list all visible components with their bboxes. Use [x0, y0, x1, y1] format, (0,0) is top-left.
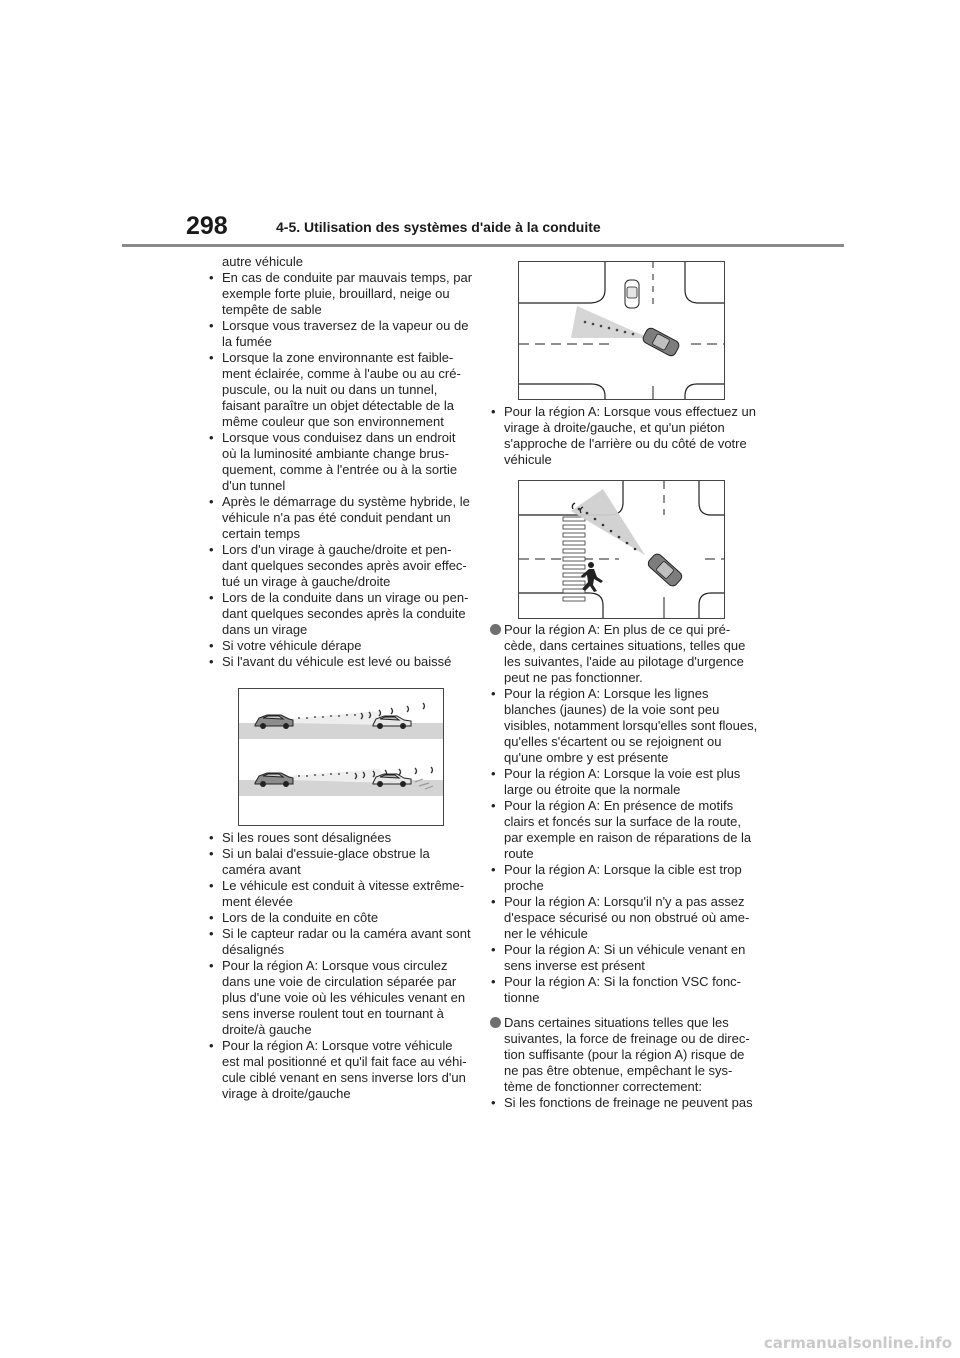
list-item: • Pour la région A: Lorsque les lignes blanches (jaunes) de la voie sont peu visibles, notamment lorsqu'elles sont floues, qu'elles s'écartent ou se rejoignent ou qu'une ombre y est présente [490, 686, 760, 766]
bullet-list-b [208, 830, 473, 1102]
note-1 [490, 622, 760, 686]
page-number: 298 [186, 212, 228, 240]
note-2-text: Dans certaines situations telles que les suivantes, la force de freinage ou de direc-tion suffisante (pour la région A) risque de ne pas être obtenue, empêchant le sys-tème de fonctionner correctement: [504, 1015, 750, 1094]
left-column [208, 254, 473, 670]
list-item: • Si les fonctions de freinage ne peuvent pas [490, 1095, 760, 1111]
list-item: • Si le capteur radar ou la caméra avant sont désalignés [208, 926, 473, 958]
list-item: • Pour la région A: Lorsque votre véhicule est mal positionné et qu'il fait face au véhi-cule ciblé venant en sens inverse lors d'un virage à droite/gauche [208, 1038, 473, 1102]
note-1-text: Pour la région A: En plus de ce qui pré-cède, dans certaines situations, telles que les suivantes, l'aide au pilotage d'urgence peut ne pas fonctionner. [504, 622, 746, 685]
list-item: • Si les roues sont désalignées [208, 830, 473, 846]
list-item: • Le véhicule est conduit à vitesse extrême-ment élevée [208, 878, 473, 910]
list-item: • Lors de la conduite dans un virage ou pen-dant quelques secondes après la conduite dans un virage [208, 590, 473, 638]
list-item: • Lorsque vous traversez de la vapeur ou de la fumée [208, 318, 473, 350]
list-item: • Pour la région A: En présence de motifs clairs et foncés sur la surface de la route, par exemple en raison de réparations de la route [490, 798, 760, 862]
note-2 [490, 1015, 760, 1095]
bullet-list-fig1 [490, 404, 760, 468]
footer-watermark: carmanualsonline.info [763, 1334, 952, 1352]
list-item: • Si un balai d'essuie-glace obstrue la caméra avant [208, 846, 473, 878]
bullet-list-d [490, 1095, 760, 1111]
list-item: • Pour la région A: Lorsque la voie est plus large ou étroite que la normale [490, 766, 760, 798]
list-item: • Pour la région A: Si un véhicule venant en sens inverse est présent [490, 942, 760, 974]
list-item: • Pour la région A: Lorsqu'il n'y a pas assez d'espace sécurisé ou non obstrué où ame-ner le véhicule [490, 894, 760, 942]
section-title: 4-5. Utilisation des systèmes d'aide à la conduite [276, 219, 601, 235]
left-column-lower [208, 830, 473, 1102]
right-column-lower [490, 622, 760, 1111]
list-item: • Après le démarrage du système hybride, le véhicule n'a pas été conduit pendant un certain temps [208, 494, 473, 542]
list-item: • Lorsque la zone environnante est faible-ment éclairée, comme à l'aube ou au cré-puscule, ou la nuit ou dans un tunnel, faisant paraître un objet détectable de la même couleur que son environnement [208, 350, 473, 430]
continuation-text: autre véhicule [222, 254, 303, 269]
note-bullet-icon [490, 624, 501, 635]
bullet-list-c [490, 686, 760, 1006]
figure-intersection-turn [518, 261, 725, 400]
list-item: • Lors de la conduite en côte [208, 910, 473, 926]
list-item: • Lorsque vous conduisez dans un endroit où la luminosité ambiante change brus-quement, comme à l'entrée ou à la sortie d'un tunnel [208, 430, 473, 494]
right-column-fig1-caption [490, 404, 760, 468]
list-item: • Pour la région A: Si la fonction VSC fonc-tionne [490, 974, 760, 1006]
list-item: • Lors d'un virage à gauche/droite et pen-dant quelques secondes après avoir effec-tué un virage à gauche/droite [208, 542, 473, 590]
list-item: • Pour la région A: Lorsque vous effectuez un virage à droite/gauche, et qu'un piéton s'approche de l'arrière ou du côté de votre véhicule [490, 404, 760, 468]
list-item: • Si votre véhicule dérape [208, 638, 473, 654]
bullet-list-a [208, 270, 473, 670]
figure-cars-on-road [238, 688, 444, 826]
figure-pedestrian-crossing [518, 480, 725, 619]
list-item: • En cas de conduite par mauvais temps, par exemple forte pluie, brouillard, neige ou tempête de sable [208, 270, 473, 318]
header-rule [122, 244, 844, 247]
list-item: • Si l'avant du véhicule est levé ou baissé [208, 654, 473, 670]
list-item: • Pour la région A: Lorsque la cible est trop proche [490, 862, 760, 894]
note-bullet-icon [490, 1017, 501, 1028]
list-item: • Pour la région A: Lorsque vous circulez dans une voie de circulation séparée par plus d'une voie où les véhicules venant en sens inverse roulent tout en tournant à droite/à gauche [208, 958, 473, 1038]
